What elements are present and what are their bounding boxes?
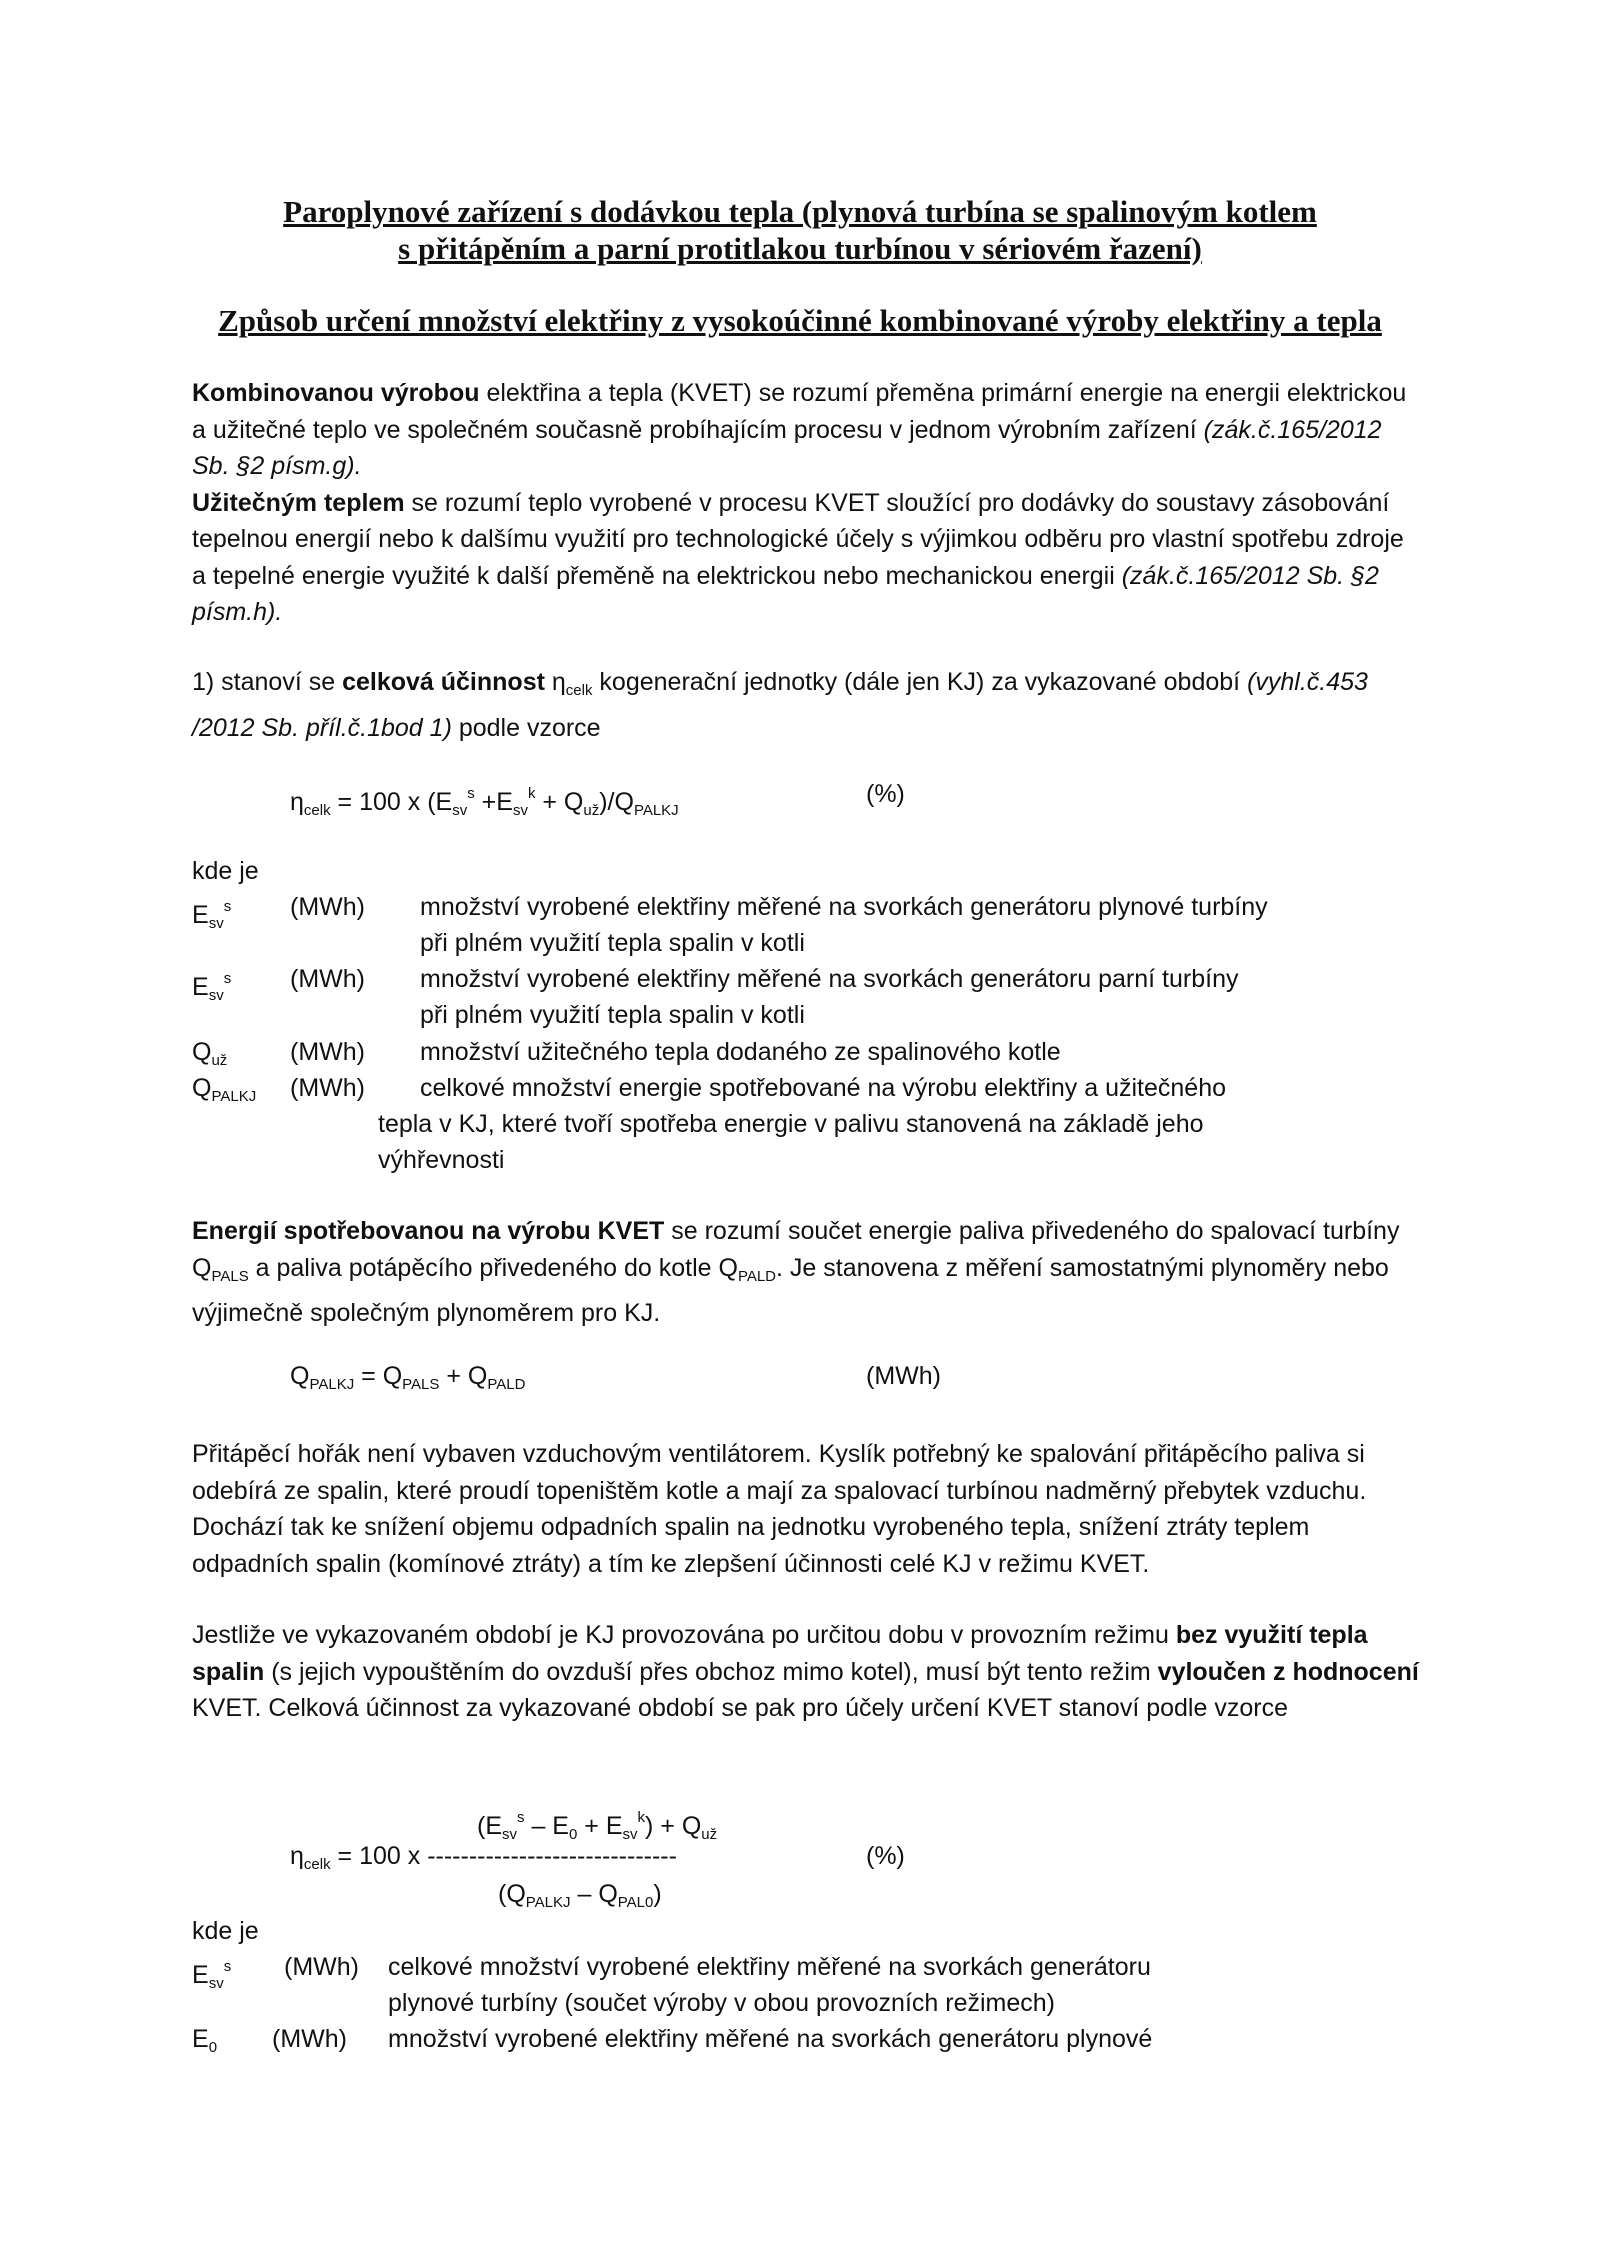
step1-paragraph: 1) stanoví se celková účinnost $\eta_{celk}$ kogenerační jednotky (dále jen KJ) za vykazované období (vyhl.č.453 /2012 Sb. příl.č.1bod 1) podle vzorce [192, 668, 1368, 742]
legend1-symbol-qpalkj: $Q_{PALKJ}$ [192, 1074, 257, 1105]
legend1-desc: množství vyrobené elektřiny měřené na svorkách generátoru plynové turbíny [420, 893, 1268, 921]
kvet-text: elektřina a tepla (KVET) se rozumí přeměna primární energie na energii elektrickou a užitečné teplo ve společném současně probíhajícím procesu v jednom výrobním zařízení [192, 379, 1407, 444]
step1-term: celková účinnost [342, 668, 545, 696]
legend1-symbol-esv: $E_{sv}^s$ [192, 970, 232, 1004]
legend1-unit: (MWh) [290, 893, 365, 921]
energy-paragraph: Energií spotřebovanou na výrobu KVET se rozumí součet energie paliva přivedeného do spalovací turbíny $Q_{PALS}$ a paliva potápěcího přivedeného do kotle $Q_{PALD}$. Je stanovena z měření samostatnými plynoměry nebo výjimečně společným plynoměrem pro KJ. [192, 1217, 1400, 1327]
legend1-desc: množství vyrobené elektřiny měřené na svorkách generátoru parní turbíny [420, 965, 1239, 993]
fraction-bar: ------------------------------ [427, 1842, 677, 1870]
legend2-unit: (MWh) [272, 2025, 347, 2053]
legend2-unit: (MWh) [284, 1953, 359, 1981]
legend1-symbol-quz: $Q_{už}$ [192, 1038, 228, 1069]
formula-total-efficiency: $\eta_{celk} = 100$ x $(E_{sv}^s +E_{sv}^k + Q_{už})/Q_{PALKJ}$ [290, 785, 679, 819]
title-line-2: s přitápěním a parní protitlakou turbínou v sériovém řazení) [398, 231, 1202, 266]
heat-ref: (zák.č.165/2012 Sb. §2 písm.h). [192, 561, 1379, 626]
burner-paragraph: Přitápěcí hořák není vybaven vzduchovým ventilátorem. Kyslík potřebný ke spalování přitápěcího paliva si odebírá ze spalin, které proudí topeništěm kotle a mají za spalovací turbínou nadměrný přebytek vzduchu. Dochází tak ke snížení objemu odpadních spalin na jednotku vyrobeného tepla, snížení ztráty teplem odpadních spalin (komínové ztráty) a tím ke zlepšení účinnosti celé KJ v režimu KVET. [192, 1440, 1367, 1578]
eta-symbol: η [551, 668, 566, 696]
legend2-symbol-e0: $E_0$ [192, 2025, 218, 2056]
formula3-denominator: $(Q_{PALKJ} - Q_{PAL0})$ [498, 1880, 662, 1911]
heat-text: se rozumí teplo vyrobené v procesu KVET sloužící pro dodávky do soustavy zásobování tepelnou energií nebo k dalšímu využití pro technologické účely s výjimkou odběru pro vlastní spotřebu zdroje a tepelné energie využité k další přeměně na elektrickou nebo mechanickou energii [192, 488, 1404, 590]
legend1-desc: množství užitečného tepla dodaného ze spalinového kotle [420, 1038, 1061, 1066]
formula1-unit: (%) [866, 780, 905, 808]
step1-ref: (vyhl.č.453 /2012 Sb. příl.č.1bod 1) [192, 668, 1368, 742]
legend1-desc: celkové množství energie spotřebované na výrobu elektřiny a užitečného [420, 1074, 1227, 1102]
legend1-desc: při plném využití tepla spalin v kotli [420, 929, 805, 957]
document-subtitle: Způsob určení množství elektřiny z vysokoúčinné kombinované výroby elektřiny a tepla [218, 303, 1382, 338]
legend2-desc: celkové množství vyrobené elektřiny měřené na svorkách generátoru [388, 1953, 1151, 1981]
legend2-desc: plynové turbíny (součet výroby v obou provozních režimech) [388, 1989, 1055, 2017]
legend2-desc: množství vyrobené elektřiny měřené na svorkách generátoru plynové [388, 2025, 1153, 2053]
legend1-desc: tepla v KJ, které tvoří spotřeba energie v palivu stanovená na základě jeho [378, 1110, 1204, 1138]
heat-term: Užitečným teplem [192, 488, 405, 517]
kde-je-label-2: kde je [192, 1917, 259, 1945]
bypass-paragraph: Jestliže ve vykazovaném období je KJ provozována po určitou dobu v provozním režimu bez využití tepla spalin (s jejich vypouštěním do ovzduší přes obchoz mimo kotel), musí být tento režim vyloučen z hodnocení KVET. Celková účinnost za vykazované období se pak pro účely určení KVET stanoví podle vzorce [192, 1621, 1419, 1722]
excluded-term: vyloučen z hodnocení [1157, 1657, 1419, 1686]
legend1-desc: výhřevnosti [378, 1146, 505, 1174]
legend1-unit: (MWh) [290, 1074, 365, 1102]
definitions-paragraph [192, 375, 1422, 631]
formula2-unit: (MWh) [866, 1362, 941, 1390]
bypass-term: bez využití tepla spalin [192, 1621, 1368, 1686]
formula3-unit: (%) [866, 1842, 905, 1870]
legend1-desc: při plném využití tepla spalin v kotli [420, 1001, 805, 1029]
energy-term: Energií spotřebovanou na výrobu KVET [192, 1217, 665, 1245]
kvet-term: Kombinovanou výrobou [192, 379, 480, 407]
legend1-unit: (MWh) [290, 1038, 365, 1066]
document-title [0, 193, 1600, 267]
legend1-symbol-esv: $E_{sv}^s$ [192, 898, 232, 932]
legend2-symbol-esv: $E_{sv}^s$ [192, 1958, 232, 1992]
formula-fuel-energy: $Q_{PALKJ} = Q_{PALS} + Q_{PALD}$ [290, 1362, 526, 1393]
legend1-unit: (MWh) [290, 965, 365, 993]
formula3-numerator: $(E_{sv}^s - E_0 + E_{sv}^k) + Q_{už}$ [477, 1809, 718, 1843]
formula3-main-line: $\eta_{celk} = 100$ x ------------------------------ [290, 1842, 677, 1873]
kvet-ref: (zák.č.165/2012 Sb. §2 písm.g). [192, 415, 1382, 480]
kde-je-label: kde je [192, 857, 259, 885]
title-line-1: Paroplynové zařízení s dodávkou tepla (plynová turbína se spalinovým kotlem [283, 194, 1317, 229]
